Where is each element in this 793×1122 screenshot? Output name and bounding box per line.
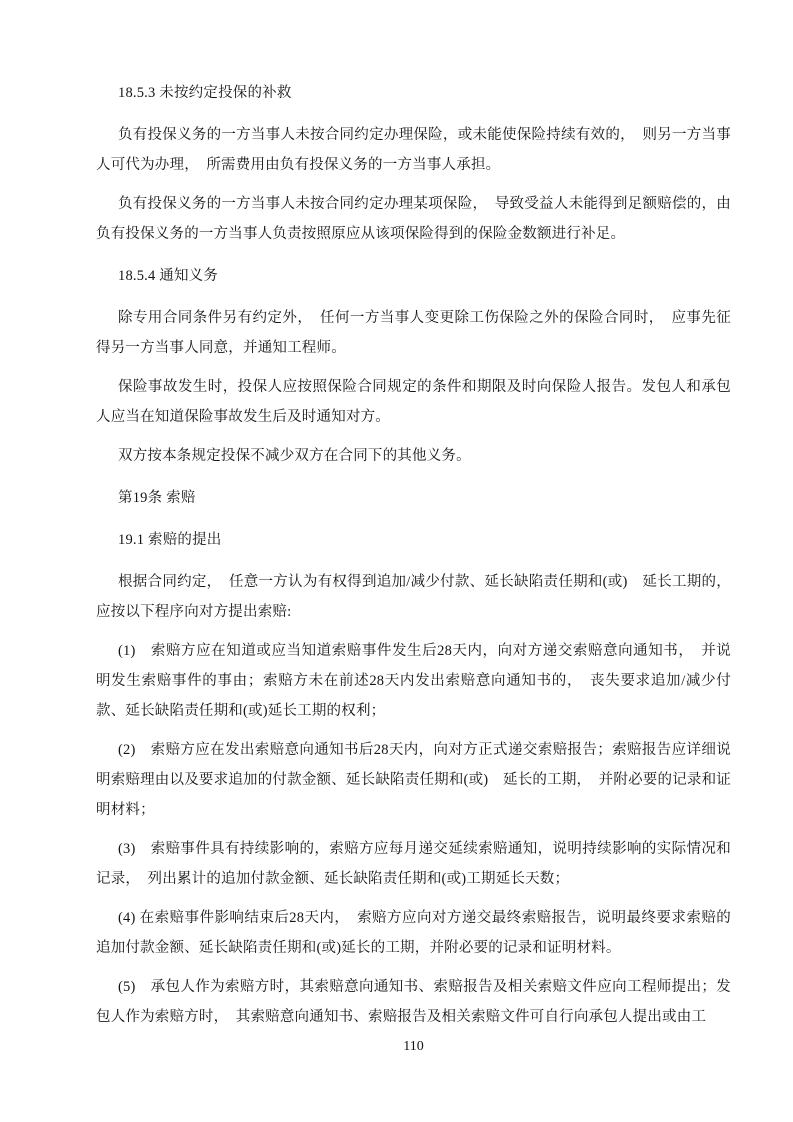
paragraph: 负有投保义务的一方当事人未按合同约定办理某项保险， 导致受益人未能得到足额赔偿的，由负有投保义务的一方当事人负责按照原应从该项保险得到的保险金数额进行补足。 (96, 196, 731, 242)
list-item-4: (4) 在索赔事件影响结束后28天内， 索赔方应向对方递交最终索赔报告，说明最终要求索赔的追加付款金额、延长缺陷责任期和(或)延长的工期，并附必要的记录和证明材料。 (96, 910, 731, 956)
list-item-5: (5) 承包人作为索赔方时，其索赔意向通知书、索赔报告及相关索赔文件应向工程师提出；发包人作为索赔方时， 其索赔意向通知书、索赔报告及相关索赔文件可自行向承包人提出或由工 (96, 979, 731, 1025)
page-number: 110 (403, 1039, 424, 1054)
section-heading-18-5-4: 18.5.4 通知义务 (118, 268, 219, 284)
list-item-3: (3) 索赔事件具有持续影响的，索赔方应每月递交延续索赔通知，说明持续影响的实际情况和记录， 列出累计的追加付款金额、延长缺陷责任期和(或)工期延长天数； (96, 841, 731, 887)
section-heading-19-1: 19.1 索赔的提出 (118, 532, 222, 548)
section-heading-18-5-3: 18.5.3 未按约定投保的补救 (118, 85, 292, 101)
paragraph: 保险事故发生时，投保人应按照保险合同规定的条件和期限及时向保险人报告。发包人和承包人应当在知道保险事故发生后及时通知对方。 (96, 379, 731, 425)
paragraph: 负有投保义务的一方当事人未按合同约定办理保险，或未能使保险持续有效的， 则另一方当事人可代为办理， 所需费用由负有投保义务的一方当事人承担。 (96, 127, 731, 173)
paragraph: 双方按本条规定投保不减少双方在合同下的其他义务。 (118, 448, 471, 464)
list-item-2: (2) 索赔方应在发出索赔意向通知书后28天内，向对方正式递交索赔报告；索赔报告应详细说明索赔理由以及要求追加的付款金额、延长缺陷责任期和(或) 延长的工期， 并附必要的记录和证明材料； (96, 742, 731, 818)
document-content (96, 78, 731, 1032)
list-item-1: (1) 索赔方应在知道或应当知道索赔事件发生后28天内，向对方递交索赔意向通知书， 并说明发生索赔事件的事由；索赔方未在前述28天内发出索赔意向通知书的， 丧失要求追加/减少付款、延长缺陷责任期和(或)延长工期的权利； (96, 643, 731, 719)
paragraph: 根据合同约定， 任意一方认为有权得到追加/减少付款、延长缺陷责任期和(或) 延长工期的，应按以下程序向对方提出索赔: (96, 574, 731, 620)
article-heading-19: 第19条 索赔 (118, 490, 196, 506)
paragraph: 除专用合同条件另有约定外， 任何一方当事人变更除工伤保险之外的保险合同时， 应事先征得另一方当事人同意，并通知工程师。 (96, 310, 731, 356)
